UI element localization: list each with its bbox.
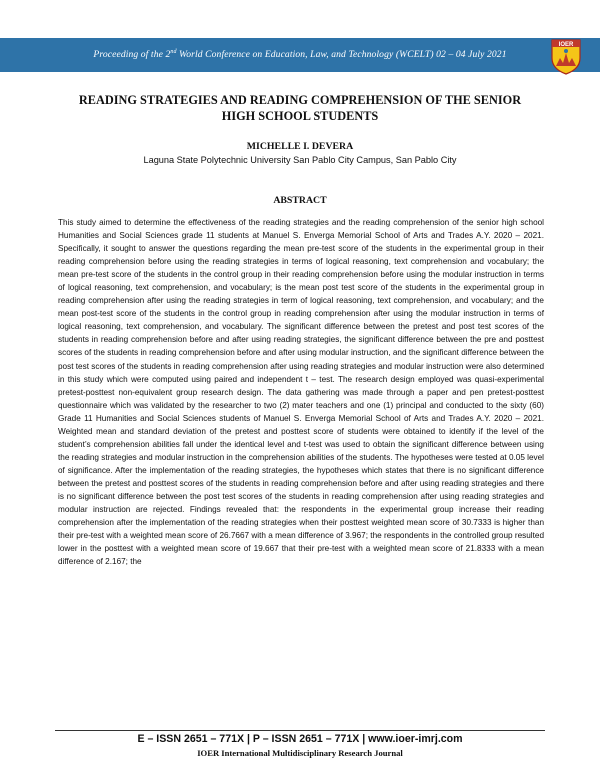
header-banner <box>0 38 600 72</box>
author-name: MICHELLE I. DEVERA <box>246 141 354 152</box>
proceeding-ordinal: nd <box>170 49 177 55</box>
proceeding-suffix: World Conference on Education, Law, and Technology (WCELT) 02 – 04 July 2021 <box>176 49 507 61</box>
author-affiliation: Laguna State Polytechnic University San Pablo City Campus, San Pablo City <box>143 155 457 165</box>
footer-journal: IOER International Multidisciplinary Research Journal <box>197 748 403 758</box>
logo-label: IOER <box>558 41 574 48</box>
proceeding-line <box>0 49 600 60</box>
paper-title: READING STRATEGIES AND READING COMPREHENSION OF THE SENIOR HIGH SCHOOL STUDENTS <box>78 93 522 123</box>
footer-divider <box>55 730 545 731</box>
proceeding-prefix: Proceeding of the 2 <box>93 49 171 61</box>
footer-issn: E – ISSN 2651 – 771X | P – ISSN 2651 – 771X | www.ioer-imrj.com <box>137 733 463 745</box>
abstract-heading: ABSTRACT <box>273 195 327 206</box>
abstract-body: This study aimed to determine the effectiveness of the reading strategies and the reading comprehension of the senior high school Humanities and Social Sciences grade 11 students at Manuel S. Enverga Memorial School of Arts and Trades A.Y. 2020 – 2021. Specifically, it sought to answer the questions regarding the mean pre-test score of the students in the experimental group in their reading comprehension before using the reading strategies in terms of logical reasoning, text comprehension and vocabulary; the mean pre-test score of the students in the control group in their reading comprehension before using the modular instruction in terms of logical reasoning, text comprehension, and vocabulary; is the mean post test score of the students in the experimental group in reading comprehension after using the reading strategies in term of logical reasoning, text comprehension, and vocabulary; and the mean post-test score of the students in the control group in reading comprehension after using the modular instruction in terms of logical reasoning, text comprehension, and vocabulary. The significant difference between the pretest and post test scores of the students in reading comprehension before and after using reading strategies, the significant difference between the pre and posttest scores of the students in reading comprehension before and after using modular instruction, and the significant difference between the post test scores of the students in reading comprehension after using reading strategies and modular instruction were also determined in this study which were computed using paired and independent t – test. The research design employed was quasi-experimental pretest-posttest non-equivalent group research design. The data gathering was made through a paper and pen pretest-posttest questionnaire which was validated by the researcher to two (2) mater teachers and one (1) principal and conducted to the sixty (60) Grade 11 Humanities and Social Sciences students of Manuel S. Enverga Memorial School of Arts and Trades A.Y. 2020 – 2021. Weighted mean and standard deviation of the pretest and posttest score of students were obtained to identify if the level of the student’s comprehension abilities fall under the identical level and t-test was used to obtain the significant difference between using the reading strategies and modular instruction in the comprehension abilities of the students. The hypotheses were tested at 0.05 level of significance. After the implementation of the reading strategies, the hypotheses which states that there is no significant difference between the pretest and posttest scores of the students in reading comprehension before and after using reading strategies and there is no significant difference between the post test scores of the students in reading comprehension after using reading strategies and modular instruction are rejected. Findings revealed that: the respondents in the experimental group increase their reading comprehension after the implementation of the reading strategies when their posttest weighted mean score of 30.7333 is higher than their pre-test with a weighted mean score of 26.7667 with a mean difference of 3.967; the respondents in the controlled group resulted lower in the posttest with a weighted mean score of 19.667 that their pre-test with a weighted mean score of 21.8333 with a mean difference of 2.167; the <box>58 218 544 567</box>
ioer-logo-icon <box>549 38 583 76</box>
